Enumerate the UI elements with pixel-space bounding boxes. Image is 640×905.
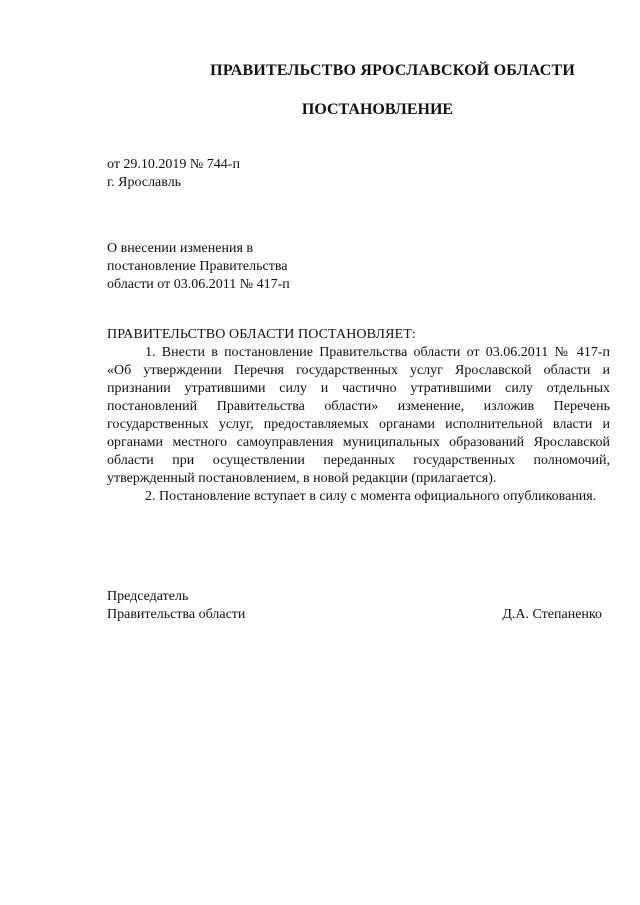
body-paragraph-1: 1. Внести в постановление Правительства области от 03.06.2011 № 417-п «Об утверждении Перечня государственных услуг Ярославской области и признании утратившими силу и частично утратившими силу отдельных постановлений Правительства области» изменение, изложив Перечень государственных услуг, предоставляемых органами исполнительной власти и органами местного самоуправления муниципальных образований Ярославской области при осуществлении переданных государственных полномочий, утвержденный постановлением, в новой редакции (прилагается). xyxy=(107,345,610,486)
document-type-title: ПОСТАНОВЛЕНИЕ xyxy=(301,101,454,118)
subject-line: О внесении изменения в xyxy=(107,241,253,256)
document-body xyxy=(107,326,610,506)
document-meta xyxy=(107,156,240,192)
body-paragraph-2: 2. Постановление вступает в силу с момента официального опубликования. xyxy=(145,489,597,504)
document-subject xyxy=(107,240,290,294)
city: г. Ярославль xyxy=(107,175,182,190)
resolves-heading: ПРАВИТЕЛЬСТВО ОБЛАСТИ ПОСТАНОВЛЯЕТ: xyxy=(107,327,416,342)
signer-position-line1: Председатель xyxy=(107,589,189,604)
signature-block xyxy=(107,588,610,624)
government-title: ПРАВИТЕЛЬСТВО ЯРОСЛАВСКОЙ ОБЛАСТИ xyxy=(210,62,575,79)
subject-line: области от 03.06.2011 № 417-п xyxy=(107,277,290,292)
date-number: от 29.10.2019 № 744-п xyxy=(107,157,240,172)
signer-position-line2: Правительства области xyxy=(107,607,246,622)
signer-name: Д.А. Степаненко xyxy=(502,607,602,622)
subject-line: постановление Правительства xyxy=(107,259,288,274)
